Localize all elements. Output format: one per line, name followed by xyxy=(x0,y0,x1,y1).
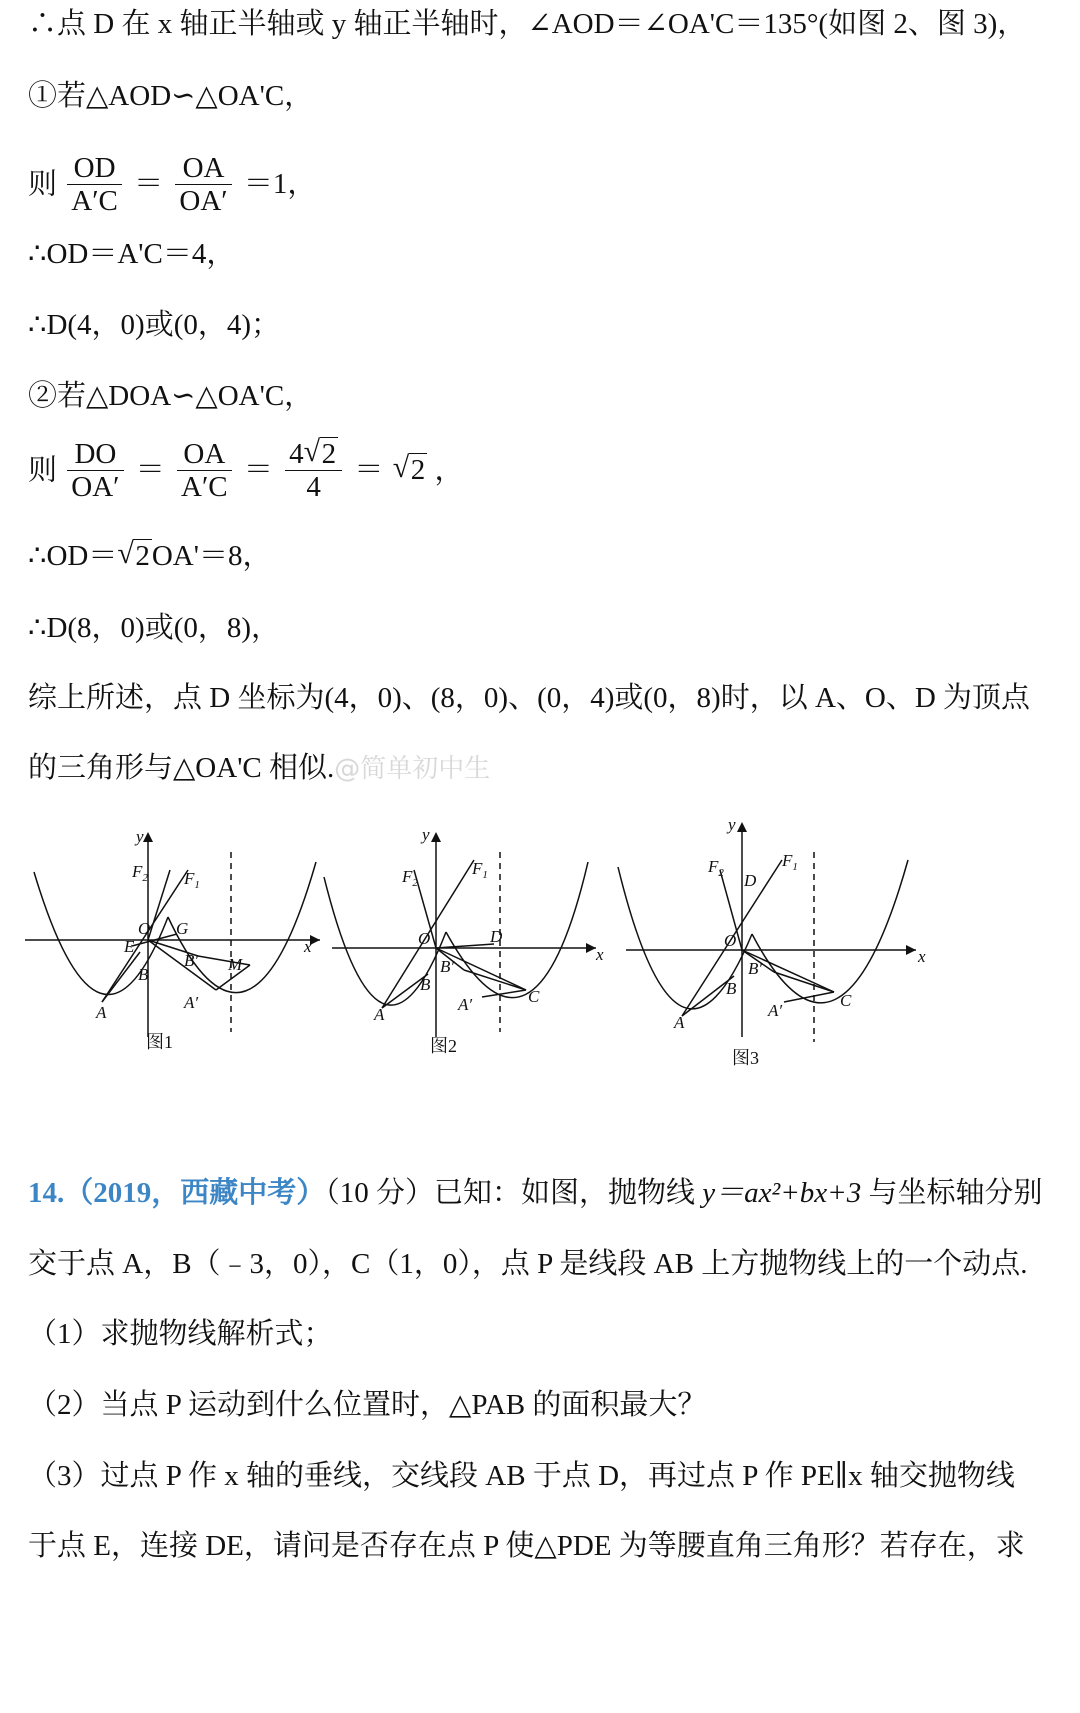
fraction-4root2-over-4 xyxy=(285,438,342,503)
fig2-aprime-label: A′ xyxy=(458,995,473,1014)
fig1-aprime-label: A′ xyxy=(184,993,199,1012)
fig1-b-label: B xyxy=(138,965,149,984)
fraction-numerator xyxy=(285,438,342,471)
fig3-aprime-label: A′ xyxy=(768,1001,783,1020)
question-intro-end: 与坐标轴分别 xyxy=(861,1177,1043,1209)
equation-tail: ， xyxy=(434,454,464,487)
fraction-oa-over-apc xyxy=(177,438,232,503)
fig2-caption: 图2 xyxy=(430,1036,457,1056)
fig1-f2-label: $F_2$ xyxy=(132,862,148,884)
equals-sign: ＝ xyxy=(135,454,165,487)
fig3-d-label: D xyxy=(744,871,757,890)
fraction-numerator: OA xyxy=(177,438,232,471)
fraction-do-over-oap xyxy=(67,438,123,503)
watermark: @简单初中生 xyxy=(334,754,491,784)
fig3-b-label: B xyxy=(726,979,737,998)
question-part-2: （2）当点 P 运动到什么位置时，△PAB 的面积最大？ xyxy=(28,1389,707,1421)
line-suffix: OA'＝8， xyxy=(151,540,272,572)
solution-line-10: 综上所述，点 D 坐标为(4，0)、(8，0)、(0，4)或(0，8)时，以 A、O、D 为顶点 xyxy=(28,682,1031,714)
fig1-caption: 图1 xyxy=(146,1032,173,1052)
fraction-denominator: OA′ xyxy=(179,184,228,217)
question-number: 14.（2019，西藏中考） xyxy=(28,1177,326,1209)
solution-line-8 xyxy=(28,538,1040,574)
then-word: 则 xyxy=(28,454,58,487)
fraction-denominator: OA′ xyxy=(71,470,120,503)
radicand: 2 xyxy=(410,454,426,487)
fig3-c-label: C xyxy=(840,991,852,1010)
solution-line-9: ∴D(8，0)或(0，8)， xyxy=(28,612,281,644)
solution-line-3 xyxy=(28,146,1040,218)
equals-sign: ＝ xyxy=(354,454,384,487)
square-root xyxy=(393,452,428,488)
fig3-a-label: A xyxy=(674,1013,685,1032)
fig1-e-label: E xyxy=(124,937,135,956)
fraction-numerator: OA xyxy=(175,152,231,185)
fig3-x-label: x xyxy=(918,947,926,966)
fig1-o-label: O xyxy=(138,919,151,938)
fig3-y-label: y xyxy=(728,815,736,834)
fig2-a-label: A xyxy=(374,1005,385,1024)
fig1-bprime-label: B′ xyxy=(184,951,199,970)
question-intro: （10 分）已知：如图，抛物线 xyxy=(325,1177,703,1209)
equation-tail: ＝1， xyxy=(243,168,317,201)
solution-line-1: ∴点 D 在 x 轴正半轴或 y 轴正半轴时，∠AOD＝∠OA'C＝135°(如图 2、图 3)， xyxy=(28,8,1027,40)
fig1-g-label: G xyxy=(176,919,189,938)
fig3-o-label: O xyxy=(724,931,737,950)
fig3-f2-label: $F_2$ xyxy=(708,857,724,879)
fraction-od-over-apc xyxy=(67,152,122,217)
fig2-y-label: y xyxy=(422,825,430,844)
solution-line-11 xyxy=(28,750,1040,787)
square-root xyxy=(117,538,152,574)
fraction-denominator: 4 xyxy=(306,470,321,503)
fraction-oa-over-oap xyxy=(175,152,231,217)
figure-3 xyxy=(612,812,932,1074)
fig1-x-label: x xyxy=(304,937,312,956)
fig2-x-label: x xyxy=(596,945,604,964)
question-part-3: （3）过点 P 作 x 轴的垂线，交线段 AB 于点 D，再过点 P 作 PE∥x 轴交抛物线 xyxy=(28,1460,1015,1492)
fraction-denominator: A′C xyxy=(181,470,228,503)
solution-line-5: ∴D(4，0)或(0，4)； xyxy=(28,309,281,341)
equals-sign: ＝ xyxy=(243,454,273,487)
figure-2 xyxy=(316,822,616,1062)
coefficient: 4 xyxy=(289,437,304,470)
fig1-m-label: M xyxy=(228,955,243,974)
radicand: 2 xyxy=(321,437,337,470)
fig2-bprime-label: B′ xyxy=(440,957,455,976)
fig3-caption: 图3 xyxy=(732,1048,759,1068)
then-word: 则 xyxy=(28,168,58,201)
figure-1 xyxy=(20,822,340,1062)
question-line-2: 交于点 A，B（﹣3，0），C（1，0），点 P 是线段 AB 上方抛物线上的一个动点. xyxy=(28,1248,1028,1280)
fraction-numerator: OD xyxy=(67,152,122,185)
fig2-o-label: O xyxy=(418,929,431,948)
solution-line-7 xyxy=(28,432,1040,504)
square-root xyxy=(304,438,339,470)
fig2-b-label: B xyxy=(420,975,431,994)
line-prefix: ∴OD＝ xyxy=(28,540,118,572)
question-line-1 xyxy=(28,1175,1043,1211)
radicand: 2 xyxy=(135,540,150,572)
question-part-3-cont: 于点 E，连接 DE，请问是否存在点 P 使△PDE 为等腰直角三角形？若存在，求 xyxy=(28,1530,1025,1562)
conclusion-text: 的三角形与△OA'C 相似. xyxy=(28,752,335,784)
solution-line-6: ②若△DOA∽△OA'C， xyxy=(28,380,314,412)
fig3-f1-label: $F_1$ xyxy=(782,851,798,873)
fig2-c-label: C xyxy=(528,987,540,1006)
equals-sign: ＝ xyxy=(134,168,164,201)
fraction-numerator: DO xyxy=(67,438,123,471)
fig2-d-label: D xyxy=(490,927,503,946)
question-part-1: （1）求抛物线解析式； xyxy=(28,1318,333,1350)
fraction-denominator: A′C xyxy=(71,184,118,217)
fig3-bprime-label: B′ xyxy=(748,959,763,978)
solution-line-4: ∴OD＝A'C＝4， xyxy=(28,238,236,270)
fig1-a-label: A xyxy=(96,1003,107,1022)
fig1-f1-label: $F_1$ xyxy=(184,869,200,891)
fig1-y-label: y xyxy=(136,827,144,846)
solution-line-2: ①若△AOD∽△OA'C， xyxy=(28,80,314,112)
fig2-f1-label: $F_1$ xyxy=(472,859,488,881)
fig2-f2-label: $F_2$ xyxy=(402,867,418,889)
parabola-formula: y＝ax²+bx+3 xyxy=(702,1177,862,1209)
